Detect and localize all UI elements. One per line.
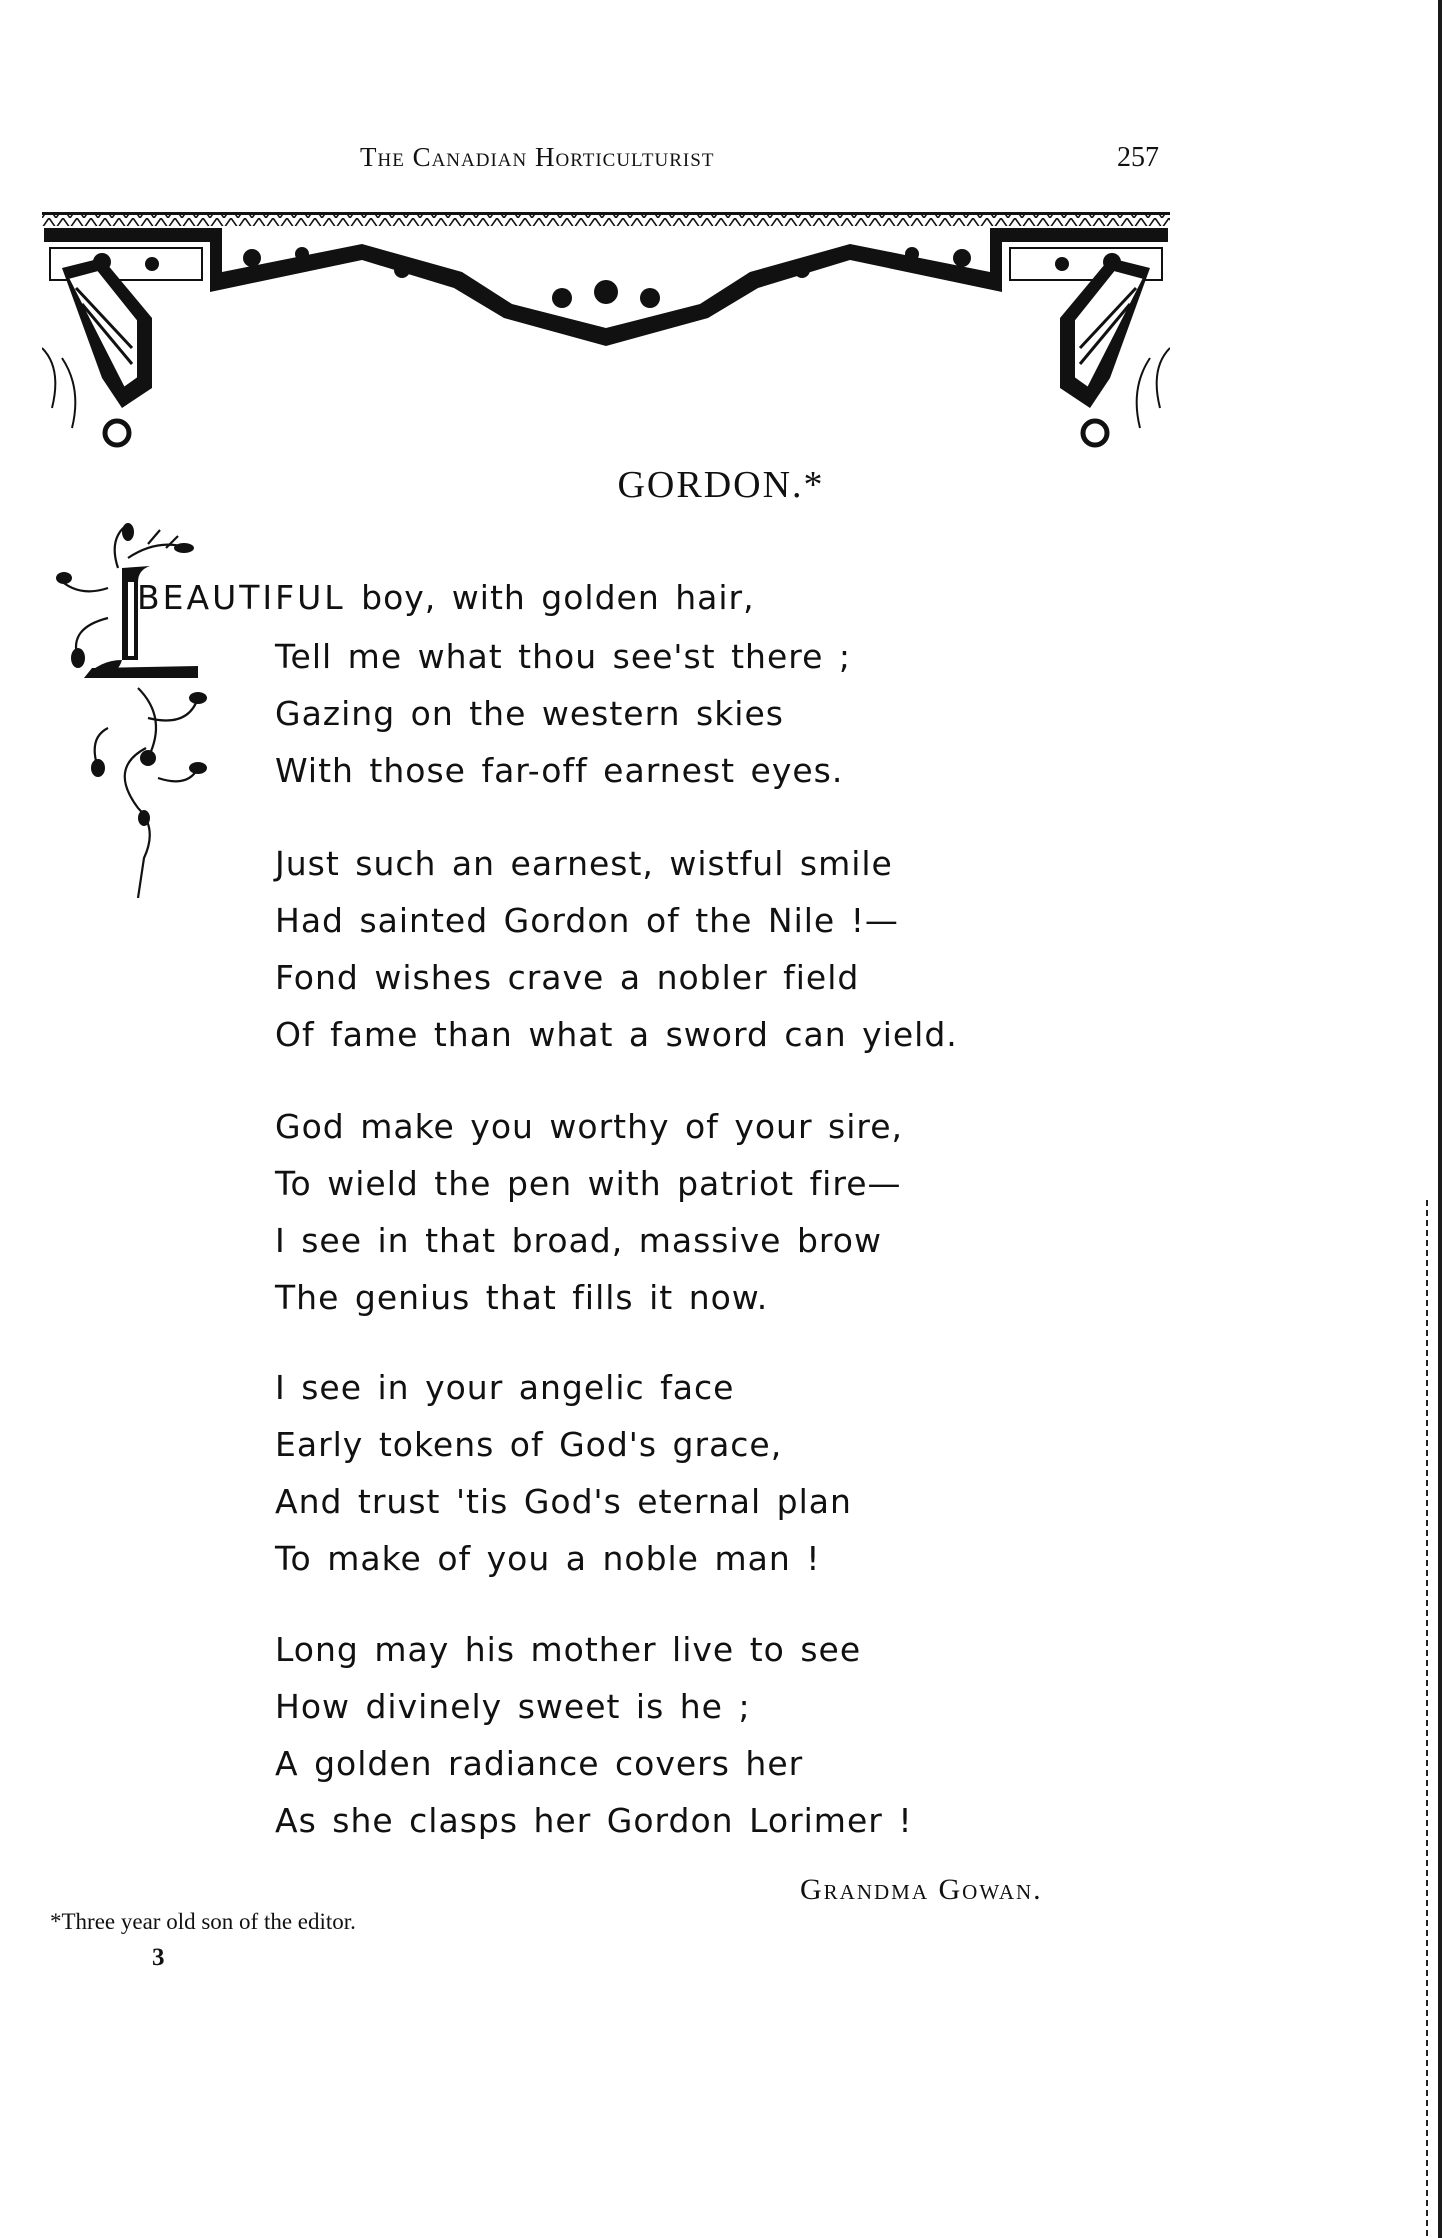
poem-title: GORDON.* (617, 464, 825, 506)
first-line-caps: BEAUTIFUL (137, 578, 346, 617)
poem-line: Gazing on the western skies (275, 694, 784, 733)
poem-line: And trust 'tis God's eternal plan (275, 1482, 852, 1521)
poem-line: Fond wishes crave a nobler field (275, 958, 860, 997)
signature-mark: 3 (152, 1944, 165, 1971)
poem-line: God make you worthy of your sire, (275, 1107, 904, 1146)
scan-edge (1438, 0, 1442, 2238)
poem-first-line (137, 578, 755, 618)
poem-line: Long may his mother live to see (275, 1630, 862, 1669)
poem-author: Grandma Gowan. (800, 1873, 1043, 1906)
poem-line: As she clasps her Gordon Lorimer ! (275, 1801, 913, 1840)
poem-line: Just such an earnest, wistful smile (275, 844, 893, 883)
poem-line: To wield the pen with patriot fire— (275, 1164, 902, 1203)
poem-line: The genius that fills it now. (275, 1278, 769, 1317)
poem-line: With those far-off earnest eyes. (275, 751, 844, 790)
decorated-initial-l (48, 518, 248, 898)
decorative-header-ornament (42, 208, 1170, 448)
poem-line: Early tokens of God's grace, (275, 1425, 783, 1464)
first-line-rest: boy, with golden hair, (361, 578, 755, 617)
poem-line: How divinely sweet is he ; (275, 1687, 751, 1726)
poem-line: Of fame than what a sword can yield. (275, 1015, 958, 1054)
poem-line: A golden radiance covers her (275, 1744, 804, 1783)
scan-edge-shadow (1426, 1200, 1428, 2238)
poem-line: I see in your angelic face (275, 1368, 735, 1407)
page-number: 257 (1117, 142, 1159, 173)
journal-title: The Canadian Horticulturist (360, 142, 715, 172)
poem-line: To make of you a noble man ! (275, 1539, 821, 1578)
footnote: *Three year old son of the editor. (50, 1909, 356, 1934)
poem-line: I see in that broad, massive brow (275, 1221, 882, 1260)
poem-line: Had sainted Gordon of the Nile !— (275, 901, 899, 940)
poem-line: Tell me what thou see'st there ; (275, 637, 852, 676)
